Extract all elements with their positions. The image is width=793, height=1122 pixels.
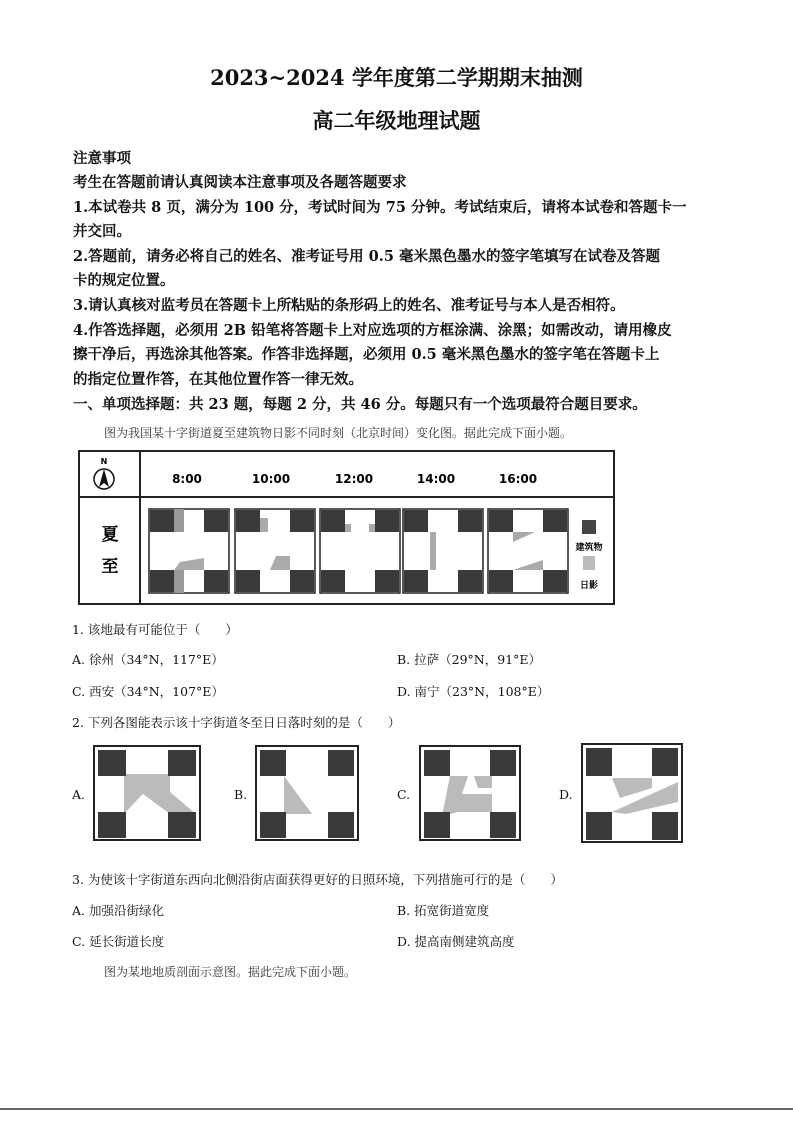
time-label: 10:00 bbox=[251, 472, 291, 486]
question-3-option-b: B. 拓宽街道宽度 bbox=[397, 903, 490, 918]
question-2-label-b: B. bbox=[234, 787, 248, 802]
figure-intro: 图为我国某十字街道夏至建筑物日影不同时刻（北京时间）变化图。据此完成下面小题。 bbox=[104, 426, 573, 440]
question-3-option-d: D. 提高南侧建筑高度 bbox=[397, 934, 515, 949]
question-2-label-a: A. bbox=[72, 787, 86, 802]
north-label: N bbox=[100, 457, 108, 466]
question-1-option-a: A. 徐州（34°N，117°E） bbox=[72, 652, 224, 667]
row-label: 夏 bbox=[101, 525, 119, 545]
shadow-panel-1200 bbox=[320, 509, 400, 593]
question-1-option-b: B. 拉萨（29°N，91°E） bbox=[397, 652, 542, 667]
shadow-panel-1400 bbox=[403, 509, 483, 593]
time-label: 12:00 bbox=[334, 472, 374, 486]
notice-item: 1.本试卷共 8 页，满分为 100 分，考试时间为 75 分钟。考试结束后，请将本试卷和答题卡一 bbox=[73, 199, 687, 216]
time-label: 16:00 bbox=[498, 472, 538, 486]
option-c-diagram bbox=[418, 744, 524, 844]
legend-building-label: 建筑物 bbox=[575, 543, 603, 553]
question-2-label-c: C. bbox=[397, 787, 411, 802]
question-1-option-c: C. 西安（34°N，107°E） bbox=[72, 684, 224, 699]
option-b-diagram bbox=[254, 744, 362, 844]
question-2-label-d: D. bbox=[559, 787, 573, 802]
option-a-diagram bbox=[92, 744, 204, 844]
shadow-figure bbox=[78, 450, 615, 605]
notice-item: 擦干净后，再选涂其他答案。作答非选择题，必须用 0.5 毫米黑色墨水的签字笔在答题卡上 bbox=[73, 346, 660, 363]
notice-item: 并交回。 bbox=[73, 223, 131, 240]
notice-item: 3.请认真核对监考员在答题卡上所粘贴的条形码上的姓名、准考证号与本人是否相符。 bbox=[73, 297, 625, 314]
notice-item: 卡的规定位置。 bbox=[73, 272, 175, 289]
question-3-stem: 3. 为使该十字街道东西向北侧沿街店面获得更好的日照环境，下列措施可行的是（ ） bbox=[72, 872, 563, 887]
shadow-figure-svg bbox=[80, 452, 613, 603]
section-heading: 一、单项选择题：共 23 题，每题 2 分，共 46 分。每题只有一个选项最符合题目要求。 bbox=[73, 396, 647, 413]
question-2-stem: 2. 下列各图能表示该十字街道冬至日日落时刻的是（ ） bbox=[72, 715, 401, 730]
legend-shadow-swatch bbox=[583, 556, 595, 570]
page-title: 2023~2024 学年度第二学期期末抽测 bbox=[210, 65, 583, 90]
figure-intro-2: 图为某地地质剖面示意图。据此完成下面小题。 bbox=[104, 965, 357, 979]
notice-item: 4.作答选择题，必须用 2B 铅笔将答题卡上对应选项的方框涂满、涂黑；如需改动，请用橡皮 bbox=[73, 322, 672, 339]
notice-heading: 注意事项 bbox=[73, 150, 131, 167]
question-3-option-a: A. 加强沿街绿化 bbox=[72, 903, 164, 918]
option-d-diagram bbox=[580, 742, 686, 846]
legend-building-swatch bbox=[582, 520, 596, 534]
time-label: 8:00 bbox=[172, 472, 202, 486]
notice-item: 的指定位置作答，在其他位置作答一律无效。 bbox=[73, 371, 363, 388]
time-label: 14:00 bbox=[416, 472, 456, 486]
question-3-option-c: C. 延长街道长度 bbox=[72, 934, 165, 949]
question-1-stem: 1. 该地最有可能位于（ ） bbox=[72, 622, 238, 637]
legend-shadow-label: 日影 bbox=[579, 581, 599, 591]
shadow-panel-1000 bbox=[235, 509, 315, 593]
shadow-panel-0800 bbox=[149, 509, 229, 593]
notice-item: 2.答题前，请务必将自己的姓名、准考证号用 0.5 毫米黑色墨水的签字笔填写在试卷及答题 bbox=[73, 248, 660, 265]
north-arrow-icon bbox=[94, 469, 114, 489]
page-bottom-rule bbox=[0, 1108, 793, 1110]
page-subtitle: 高二年级地理试题 bbox=[312, 108, 481, 133]
notice-lead: 考生在答题前请认真阅读本注意事项及各题答题要求 bbox=[73, 174, 407, 191]
row-label: 至 bbox=[101, 557, 119, 577]
question-1-option-d: D. 南宁（23°N，108°E） bbox=[397, 684, 550, 699]
shadow-panel-1600 bbox=[488, 509, 568, 593]
